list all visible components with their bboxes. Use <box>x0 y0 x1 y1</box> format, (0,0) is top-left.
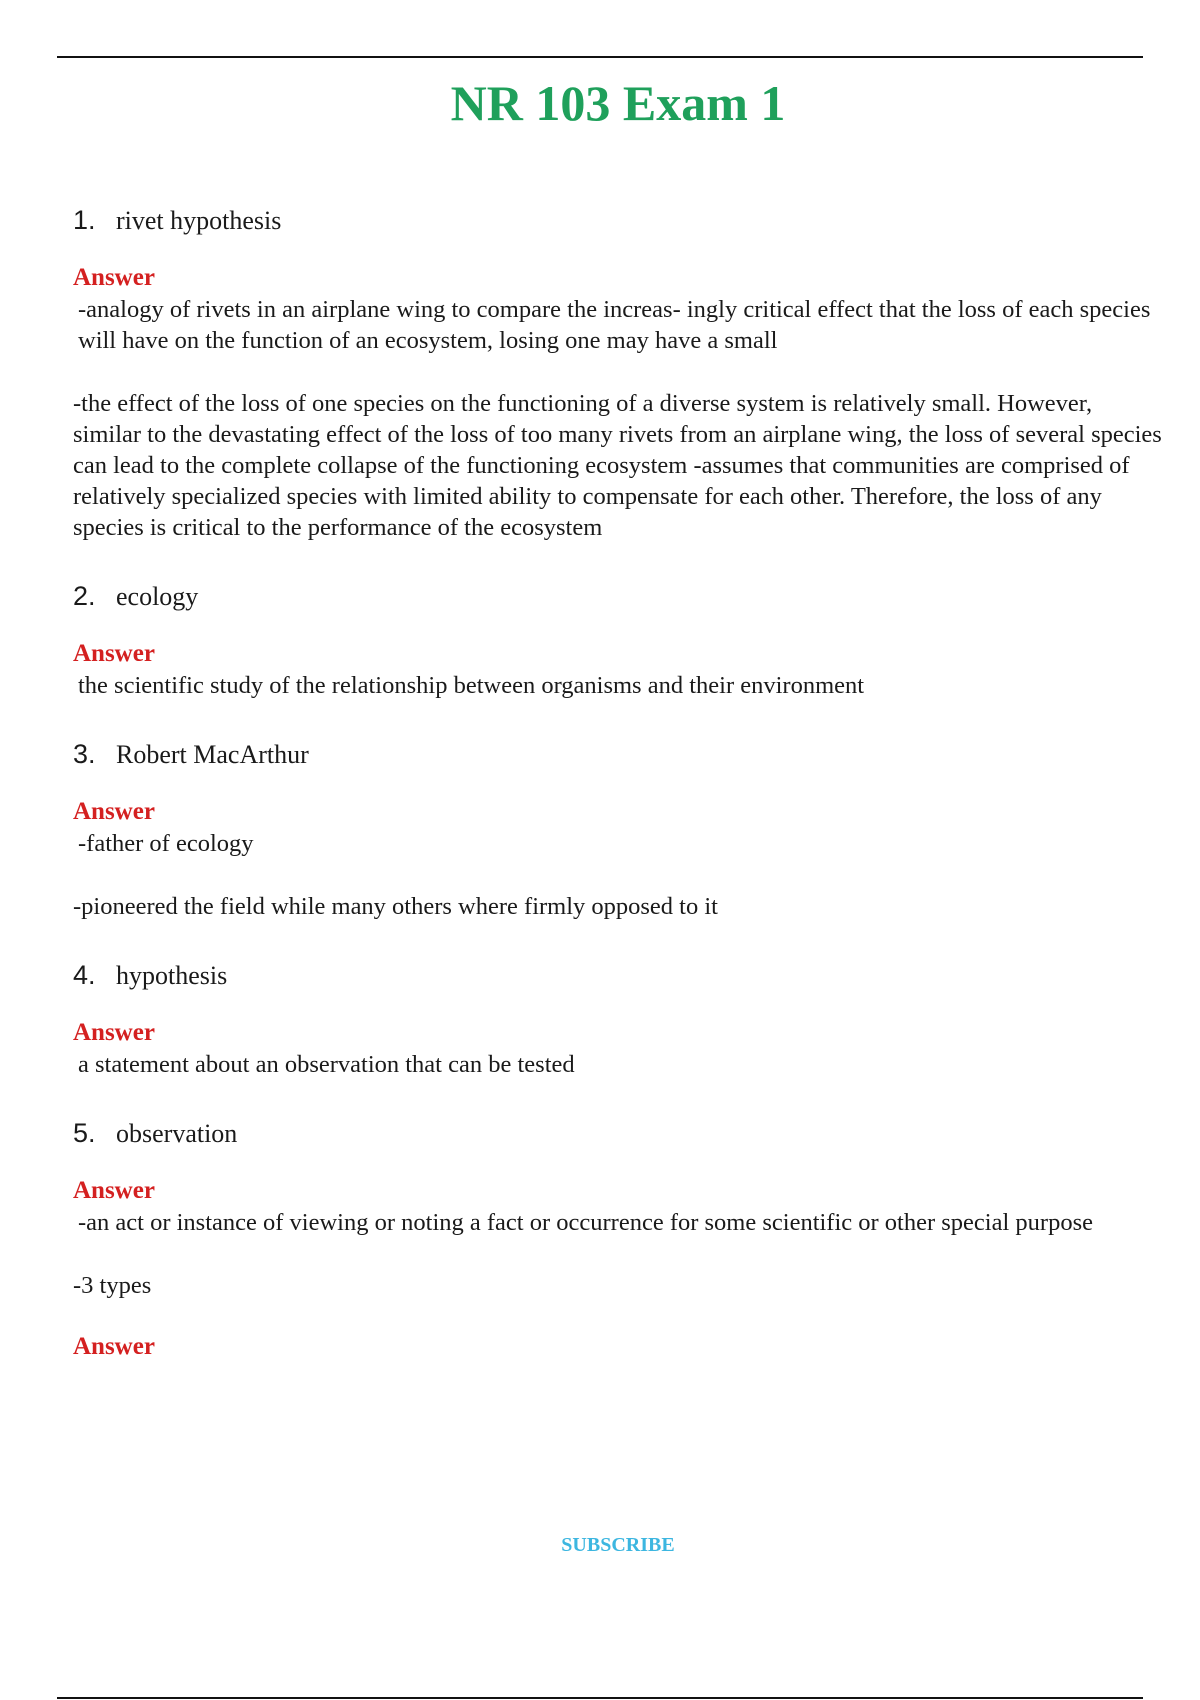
question-number: 1. <box>73 205 96 235</box>
subscribe-link[interactable]: SUBSCRIBE <box>561 1534 675 1556</box>
question-number: 4. <box>73 960 96 990</box>
question-number: 3. <box>73 739 96 769</box>
answer-text: -father of ecology <box>78 830 254 857</box>
top-rule <box>57 56 1143 58</box>
answer-text: a statement about an observation that can be tested <box>78 1051 575 1078</box>
answer-label: Answer <box>73 1177 155 1204</box>
answer-label: Answer <box>73 1333 155 1360</box>
question-text: ecology <box>116 582 199 611</box>
question-text: observation <box>116 1119 238 1148</box>
question-3 <box>73 739 1163 770</box>
answer-label: Answer <box>73 1019 155 1046</box>
answer-text: the scientific study of the relationship between organisms and their environment <box>78 672 865 699</box>
question-2 <box>73 581 1163 612</box>
answer-text: -the effect of the loss of one species on the functioning of a diverse system is relatively small. However, similar to the devastating effect of the loss of too many rivets from an airplane wing, the loss of several species can lead to the complete collapse of the functioning ecosystem -assumes that communities are comprised of relatively specialized species with limited ability to compensate for each other. Therefore, the loss of any species is critical to the performance of the ecosystem <box>73 390 1162 541</box>
question-text: hypothesis <box>116 961 228 990</box>
qa-list <box>73 205 1163 1363</box>
question-text: Robert MacArthur <box>116 740 309 769</box>
page-title: NR 103 Exam 1 <box>450 75 786 131</box>
bottom-rule <box>57 1697 1143 1699</box>
question-number: 5. <box>73 1118 96 1148</box>
question-1 <box>73 205 1163 236</box>
question-number: 2. <box>73 581 96 611</box>
answer-label: Answer <box>73 640 155 667</box>
question-text: rivet hypothesis <box>116 206 282 235</box>
answer-label: Answer <box>73 798 155 825</box>
answer-text: -an act or instance of viewing or noting a fact or occurrence for some scientific or other special purpose <box>78 1209 1093 1236</box>
answer-text: -pioneered the field while many others where firmly opposed to it <box>73 893 718 920</box>
answer-text: -3 types <box>73 1272 152 1299</box>
question-4 <box>73 960 1163 991</box>
answer-label: Answer <box>73 264 155 291</box>
answer-text: -analogy of rivets in an airplane wing to compare the increas- ingly critical effect that the loss of each species will have on the function of an ecosystem, losing one may have a small <box>78 296 1151 354</box>
question-5 <box>73 1118 1163 1149</box>
